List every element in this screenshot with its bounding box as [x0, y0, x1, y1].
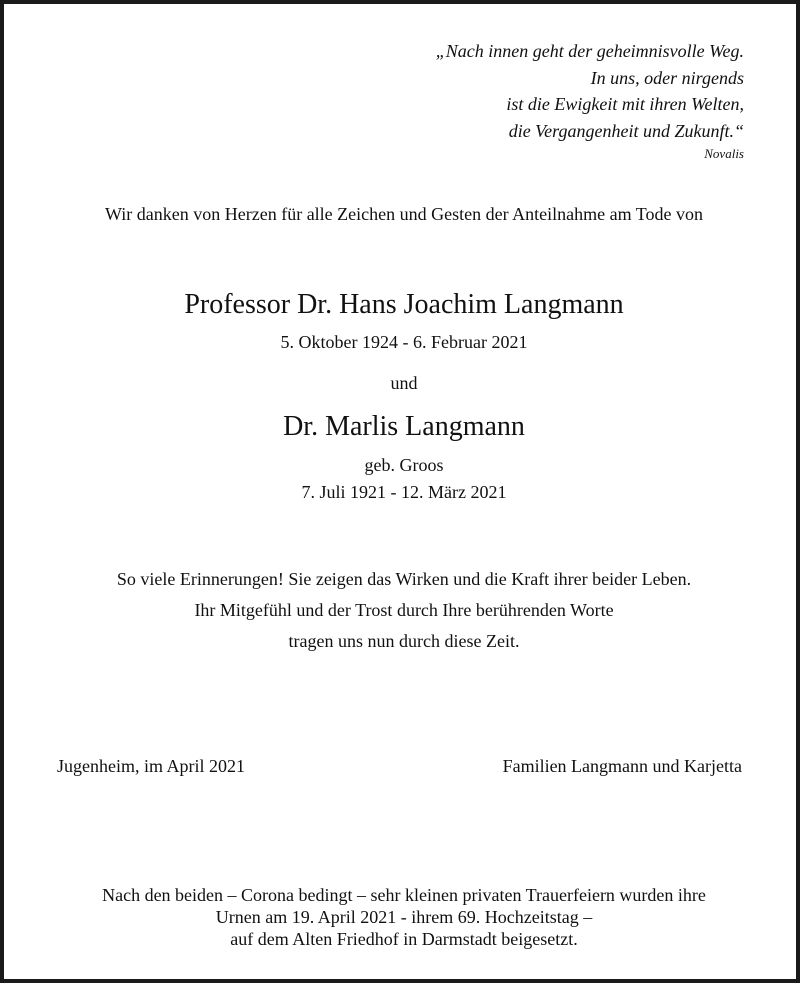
deceased-name-1: Professor Dr. Hans Joachim Langmann: [184, 289, 624, 320]
deceased-name-2: Dr. Marlis Langmann: [283, 411, 525, 442]
burial-note: [4, 884, 800, 950]
burial-note-line: Urnen am 19. April 2021 - ihrem 69. Hochzeitstag –: [215, 907, 593, 927]
quote-line: ist die Ewigkeit mit ihren Welten,: [506, 94, 744, 114]
epigraph-quote: [436, 38, 744, 162]
memories-line: tragen uns nun durch diese Zeit.: [288, 631, 520, 651]
quote-line: In uns, oder nirgends: [590, 67, 744, 88]
quote-line: die Vergangenheit und Zukunft.“: [508, 120, 744, 141]
place-date: Jugenheim, im April 2021: [57, 756, 245, 776]
connector-text: und: [390, 373, 418, 393]
memories-line: Ihr Mitgefühl und der Trost durch Ihre berührenden Worte: [194, 600, 614, 620]
burial-note-line: auf dem Alten Friedhof in Darmstadt beigesetzt.: [230, 929, 578, 949]
quote-author: Novalis: [704, 146, 744, 161]
memories-line: So viele Erinnerungen! Sie zeigen das Wirken und die Kraft ihrer beider Leben.: [116, 569, 692, 589]
birth-name: geb. Groos: [364, 455, 444, 475]
memories-paragraph: [4, 564, 800, 657]
family-signature: Familien Langmann und Karjetta: [502, 756, 742, 776]
thanks-text: Wir danken von Herzen für alle Zeichen und Gesten der Anteilnahme am Tode von: [105, 204, 703, 224]
burial-note-line: Nach den beiden – Corona bedingt – sehr kleinen privaten Trauerfeiern wurden ihre: [102, 885, 706, 905]
quote-line: „Nach innen geht der geheimnisvolle Weg.: [435, 41, 744, 61]
deceased-dates-2: 7. Juli 1921 - 12. März 2021: [301, 482, 507, 502]
deceased-dates-1: 5. Oktober 1924 - 6. Februar 2021: [280, 332, 528, 352]
